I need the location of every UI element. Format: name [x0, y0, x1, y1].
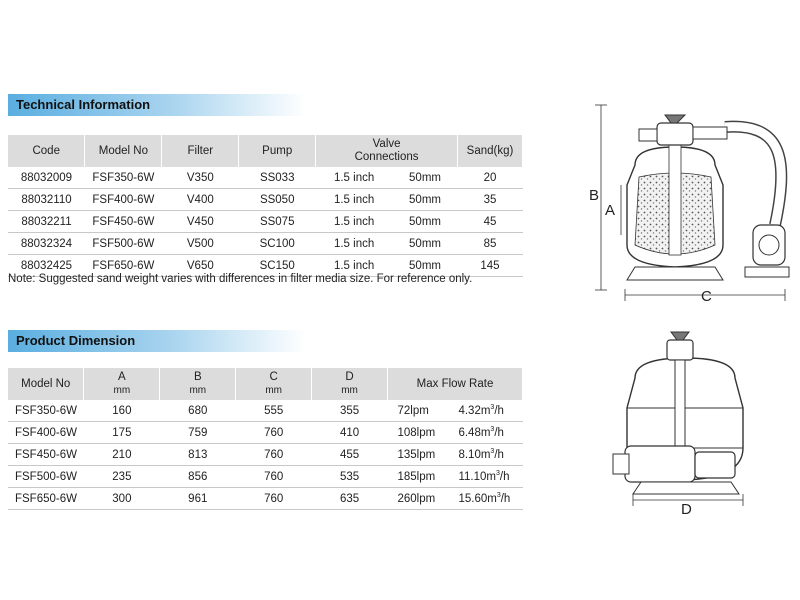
- col-d-label: D: [345, 371, 354, 383]
- table-row: [8, 422, 523, 444]
- m3-cell: [454, 400, 522, 422]
- col-model: Model No: [85, 135, 162, 167]
- lpm-cell: 72lpm: [388, 400, 455, 422]
- multiport-valve: [657, 123, 693, 145]
- m3-unit: /h: [494, 404, 504, 417]
- inch-cell: 1.5 inch: [316, 211, 393, 233]
- sand-cell: 85: [457, 233, 522, 255]
- a-cell: 300: [84, 488, 160, 510]
- sand-cell: 45: [457, 211, 522, 233]
- b-cell: 759: [160, 422, 236, 444]
- sup: 3: [496, 492, 501, 500]
- m3-cell: [454, 444, 522, 466]
- lpm-cell: 260lpm: [388, 488, 455, 510]
- model-cell: FSF650-6W: [85, 255, 162, 277]
- valve-l1: Valve: [372, 138, 401, 150]
- col-c: [236, 368, 312, 400]
- mm-cell: 50mm: [393, 189, 458, 211]
- model-cell: FSF350-6W: [85, 167, 162, 189]
- code-cell: 88032425: [8, 255, 85, 277]
- c-cell: 760: [236, 488, 312, 510]
- table-row: [8, 233, 523, 255]
- a-cell: 160: [84, 400, 160, 422]
- a-cell: 235: [84, 466, 160, 488]
- sand-cell: 20: [457, 167, 522, 189]
- mm-cell: 50mm: [393, 167, 458, 189]
- m3-unit: /h: [494, 426, 504, 439]
- model-cell: FSF500-6W: [8, 466, 84, 488]
- model-cell: FSF500-6W: [85, 233, 162, 255]
- sup: 3: [490, 404, 495, 412]
- code-cell: 88032110: [8, 189, 85, 211]
- b-cell: 856: [160, 466, 236, 488]
- table-row: [8, 444, 523, 466]
- label-c: C: [701, 288, 712, 305]
- col-b-unit: mm: [189, 385, 207, 396]
- d-cell: 535: [312, 466, 388, 488]
- mm-cell: 50mm: [393, 255, 458, 277]
- col-c-unit: mm: [265, 385, 282, 396]
- sup: 3: [490, 426, 495, 434]
- label-a: A: [605, 202, 616, 219]
- model-cell: FSF450-6W: [85, 211, 162, 233]
- d-cell: 635: [312, 488, 388, 510]
- col-a-label: A: [118, 371, 126, 383]
- label-b: B: [589, 187, 600, 204]
- filter-cell: V350: [162, 167, 239, 189]
- col-valve: [316, 135, 458, 167]
- inch-cell: 1.5 inch: [316, 233, 393, 255]
- table-row: [8, 400, 523, 422]
- d-cell: 355: [312, 400, 388, 422]
- inch-cell: 1.5 inch: [316, 189, 393, 211]
- col-b: [160, 368, 236, 400]
- pump-cell: SS050: [239, 189, 316, 211]
- col-model: Model No: [8, 368, 84, 400]
- front-base: [633, 482, 739, 494]
- model-cell: FSF450-6W: [8, 444, 84, 466]
- col-a: [84, 368, 160, 400]
- model-cell: FSF650-6W: [8, 488, 84, 510]
- tech-table: [8, 135, 523, 277]
- d-cell: 410: [312, 422, 388, 444]
- filter-cell: V400: [162, 189, 239, 211]
- pump: [753, 225, 785, 265]
- col-d-unit: mm: [341, 385, 358, 396]
- front-motor: [695, 452, 735, 478]
- filter-cell: V450: [162, 211, 239, 233]
- col-c-label: C: [269, 371, 278, 383]
- filter-front-view-diagram: [595, 328, 785, 523]
- valve-handle: [665, 115, 685, 123]
- table-row: [8, 167, 523, 189]
- front-valve-handle: [671, 332, 689, 340]
- pump-cell: SC100: [239, 233, 316, 255]
- col-d: [312, 368, 388, 400]
- inch-cell: 1.5 inch: [316, 167, 393, 189]
- dim-section-title: Product Dimension: [8, 330, 306, 352]
- lpm-cell: 135lpm: [388, 444, 455, 466]
- model-cell: FSF400-6W: [8, 422, 84, 444]
- col-code: Code: [8, 135, 85, 167]
- filter-side-view-diagram: [565, 85, 790, 310]
- valve-l2: Connections: [354, 151, 419, 163]
- mm-cell: 50mm: [393, 211, 458, 233]
- d-cell: 455: [312, 444, 388, 466]
- pump-cell: SS033: [239, 167, 316, 189]
- pump-base: [745, 267, 789, 277]
- mm-cell: 50mm: [393, 233, 458, 255]
- c-cell: 760: [236, 466, 312, 488]
- sand-cell: 35: [457, 189, 522, 211]
- dim-table: [8, 368, 523, 510]
- m3-cell: [454, 466, 522, 488]
- sand-cell: 145: [457, 255, 522, 277]
- inch-cell: 1.5 inch: [316, 255, 393, 277]
- tech-header-row: [8, 135, 523, 167]
- lpm-cell: 185lpm: [388, 466, 455, 488]
- front-valve: [667, 340, 693, 360]
- a-cell: 210: [84, 444, 160, 466]
- m3-cell: [454, 488, 522, 510]
- col-flow: Max Flow Rate: [388, 368, 523, 400]
- filter-cell: V650: [162, 255, 239, 277]
- c-cell: 555: [236, 400, 312, 422]
- m3-value: 15.60m: [458, 492, 497, 505]
- pump-cell: SS075: [239, 211, 316, 233]
- lpm-cell: 108lpm: [388, 422, 455, 444]
- model-cell: FSF400-6W: [85, 189, 162, 211]
- m3-value: 8.10m: [458, 448, 491, 461]
- b-cell: 961: [160, 488, 236, 510]
- b-cell: 680: [160, 400, 236, 422]
- filter-cell: V500: [162, 233, 239, 255]
- tech-section-title: Technical Information: [8, 94, 306, 116]
- model-cell: FSF350-6W: [8, 400, 84, 422]
- dim-header-row: [8, 368, 523, 400]
- m3-unit: /h: [500, 492, 511, 505]
- m3-value: 6.48m: [458, 426, 491, 439]
- m3-unit: /h: [499, 470, 510, 483]
- table-row: [8, 466, 523, 488]
- tank-base: [627, 267, 723, 280]
- sup: 3: [495, 470, 500, 478]
- table-row: [8, 189, 523, 211]
- code-cell: 88032324: [8, 233, 85, 255]
- m3-unit: /h: [494, 448, 504, 461]
- tech-note: Note: Suggested sand weight varies with differences in filter media size. For reference only.: [8, 273, 473, 285]
- c-cell: 760: [236, 444, 312, 466]
- sup: 3: [490, 448, 495, 456]
- col-a-unit: mm: [113, 385, 131, 396]
- col-filter: Filter: [162, 135, 239, 167]
- table-row: [8, 211, 523, 233]
- label-d: D: [681, 501, 692, 518]
- m3-cell: [454, 422, 522, 444]
- m3-value: 11.10m: [458, 470, 496, 483]
- code-cell: 88032211: [8, 211, 85, 233]
- col-pump: Pump: [239, 135, 316, 167]
- m3-value: 4.32m: [458, 404, 491, 417]
- table-row: [8, 488, 523, 510]
- b-cell: 813: [160, 444, 236, 466]
- center-pipe: [669, 145, 681, 255]
- c-cell: 760: [236, 422, 312, 444]
- col-sand: Sand(kg): [457, 135, 522, 167]
- a-cell: 175: [84, 422, 160, 444]
- front-pump: [625, 446, 695, 482]
- col-b-label: B: [193, 371, 202, 383]
- pump-cell: SC150: [239, 255, 316, 277]
- code-cell: 88032009: [8, 167, 85, 189]
